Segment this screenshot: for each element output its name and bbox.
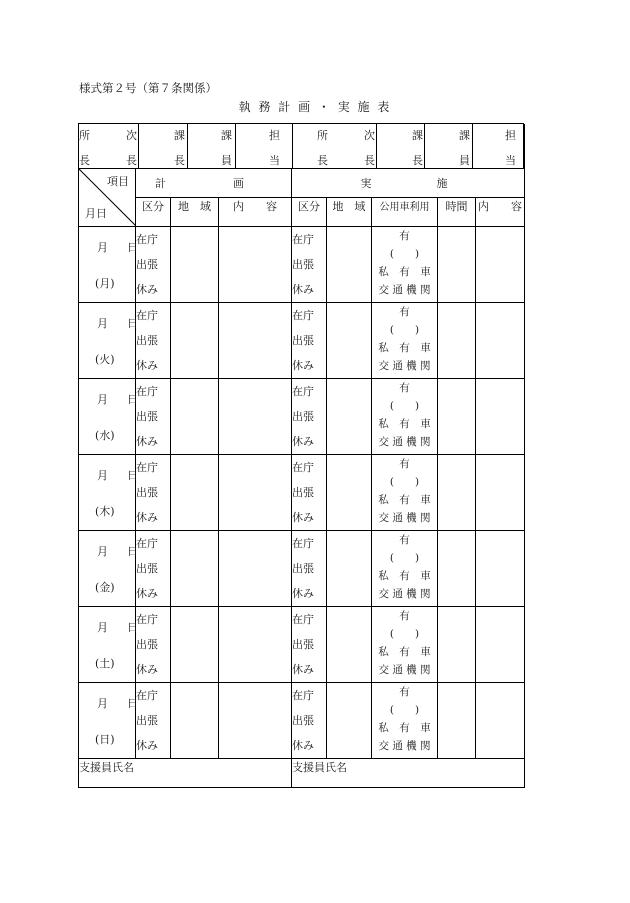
actual-content-cell[interactable]: [476, 607, 525, 683]
weekday-label: (月): [95, 277, 115, 290]
plan-area-cell[interactable]: [171, 227, 219, 303]
form-number: 様式第２号（第７条関係）: [79, 81, 217, 95]
plan-area-cell[interactable]: [171, 455, 219, 531]
stamp-7-bottom: 長: [412, 154, 423, 167]
stamp-4-bottom: 当: [269, 154, 280, 167]
plan-header: 計 画: [136, 169, 292, 198]
actual-content-cell[interactable]: [476, 379, 525, 455]
stamp-8-top: 課: [459, 129, 470, 142]
plan-content-cell[interactable]: [219, 227, 292, 303]
plan-content-cell[interactable]: [219, 379, 292, 455]
actual-content-cell[interactable]: [476, 227, 525, 303]
weekday-label: (木): [95, 505, 115, 518]
actual-content-cell[interactable]: [476, 303, 525, 379]
actual-time-cell[interactable]: [438, 227, 476, 303]
plan-content-cell[interactable]: [219, 683, 292, 759]
actual-time-cell[interactable]: [438, 455, 476, 531]
stamp-9-top: 担: [505, 129, 516, 142]
stamp-5-bottom: 長: [317, 154, 328, 167]
actual-col-time: 時間: [438, 198, 476, 227]
weekday-label: (日): [95, 733, 115, 746]
approval-stamp-row: [78, 123, 524, 168]
corner-item-label: 項目: [107, 175, 129, 188]
supporter-name-actual[interactable]: 支援員氏名: [292, 759, 525, 788]
stamp-5-top: 所: [317, 129, 328, 142]
actual-area-cell[interactable]: [327, 227, 372, 303]
actual-col-content: 内 容: [476, 198, 525, 227]
actual-col-area: 地 域: [327, 198, 372, 227]
actual-col-vehicle: 公用車利用: [372, 198, 438, 227]
corner-date-label: 月日: [85, 207, 107, 220]
actual-area-cell[interactable]: [327, 607, 372, 683]
actual-time-cell[interactable]: [438, 303, 476, 379]
stamp-1-top: 次: [126, 129, 137, 142]
actual-area-cell[interactable]: [327, 303, 372, 379]
actual-content-cell[interactable]: [476, 531, 525, 607]
plan-content-cell[interactable]: [219, 607, 292, 683]
plan-area-cell[interactable]: [171, 607, 219, 683]
stamp-2-top: 課: [174, 129, 185, 142]
day-row: 月 日 (金) 在庁 出張 休み 在庁 出張 休み 有 ( ) 私 有 車 交 通 機 関: [79, 531, 525, 607]
plan-area-cell[interactable]: [171, 683, 219, 759]
stamp-9-bottom: 当: [505, 154, 516, 167]
actual-col-category: 区分: [292, 198, 327, 227]
stamp-3-top: 課: [221, 129, 232, 142]
stamp-6-bottom: 長: [364, 154, 375, 167]
plan-col-category: 区分: [136, 198, 171, 227]
stamp-4-top: 担: [269, 129, 280, 142]
actual-area-cell[interactable]: [327, 455, 372, 531]
stamp-6-top: 次: [364, 129, 375, 142]
plan-content-cell[interactable]: [219, 531, 292, 607]
actual-time-cell[interactable]: [438, 379, 476, 455]
actual-time-cell[interactable]: [438, 607, 476, 683]
plan-content-cell[interactable]: [219, 455, 292, 531]
form-title: 執 務 計 画 ・ 実 施 表: [238, 100, 392, 114]
day-row: 月 日 (木) 在庁 出張 休み 在庁 出張 休み 有 ( ) 私 有 車 交 通 機 関: [79, 455, 525, 531]
weekday-label: (土): [95, 657, 115, 670]
actual-time-cell[interactable]: [438, 683, 476, 759]
plan-area-cell[interactable]: [171, 531, 219, 607]
plan-actual-table: [78, 168, 525, 788]
stamp-0-top: 所: [79, 129, 90, 142]
plan-area-cell[interactable]: [171, 303, 219, 379]
actual-content-cell[interactable]: [476, 455, 525, 531]
corner-header: [79, 169, 136, 227]
day-row: 月 日 (日) 在庁 出張 休み 在庁 出張 休み 有 ( ) 私 有 車 交 通 機 関: [79, 683, 525, 759]
stamp-1-bottom: 長: [126, 154, 137, 167]
plan-col-content: 内 容: [219, 198, 292, 227]
weekday-label: (火): [95, 353, 115, 366]
day-row: 月 日 (月) 在庁 出張 休み 在庁 出張 休み 有 ( ) 私 有 車 交 通 機 関: [79, 227, 525, 303]
plan-col-area: 地 域: [171, 198, 219, 227]
stamp-3-bottom: 員: [221, 154, 232, 167]
stamp-2-bottom: 長: [174, 154, 185, 167]
day-row: 月 日 (火) 在庁 出張 休み 在庁 出張 休み 有 ( ) 私 有 車 交 通 機 関: [79, 303, 525, 379]
actual-area-cell[interactable]: [327, 379, 372, 455]
actual-area-cell[interactable]: [327, 531, 372, 607]
stamp-8-bottom: 員: [459, 154, 470, 167]
day-row: 月 日 (土) 在庁 出張 休み 在庁 出張 休み 有 ( ) 私 有 車 交 通 機 関: [79, 607, 525, 683]
actual-header: 実 施: [292, 169, 525, 198]
plan-content-cell[interactable]: [219, 303, 292, 379]
day-row: 月 日 (水) 在庁 出張 休み 在庁 出張 休み 有 ( ) 私 有 車 交 通 機 関: [79, 379, 525, 455]
actual-time-cell[interactable]: [438, 531, 476, 607]
stamp-0-bottom: 長: [79, 154, 90, 167]
actual-content-cell[interactable]: [476, 683, 525, 759]
stamp-7-top: 課: [412, 129, 423, 142]
supporter-name-plan[interactable]: 支援員氏名: [79, 759, 292, 788]
plan-area-cell[interactable]: [171, 379, 219, 455]
weekday-label: (水): [95, 429, 115, 442]
weekday-label: (金): [95, 581, 115, 594]
actual-area-cell[interactable]: [327, 683, 372, 759]
